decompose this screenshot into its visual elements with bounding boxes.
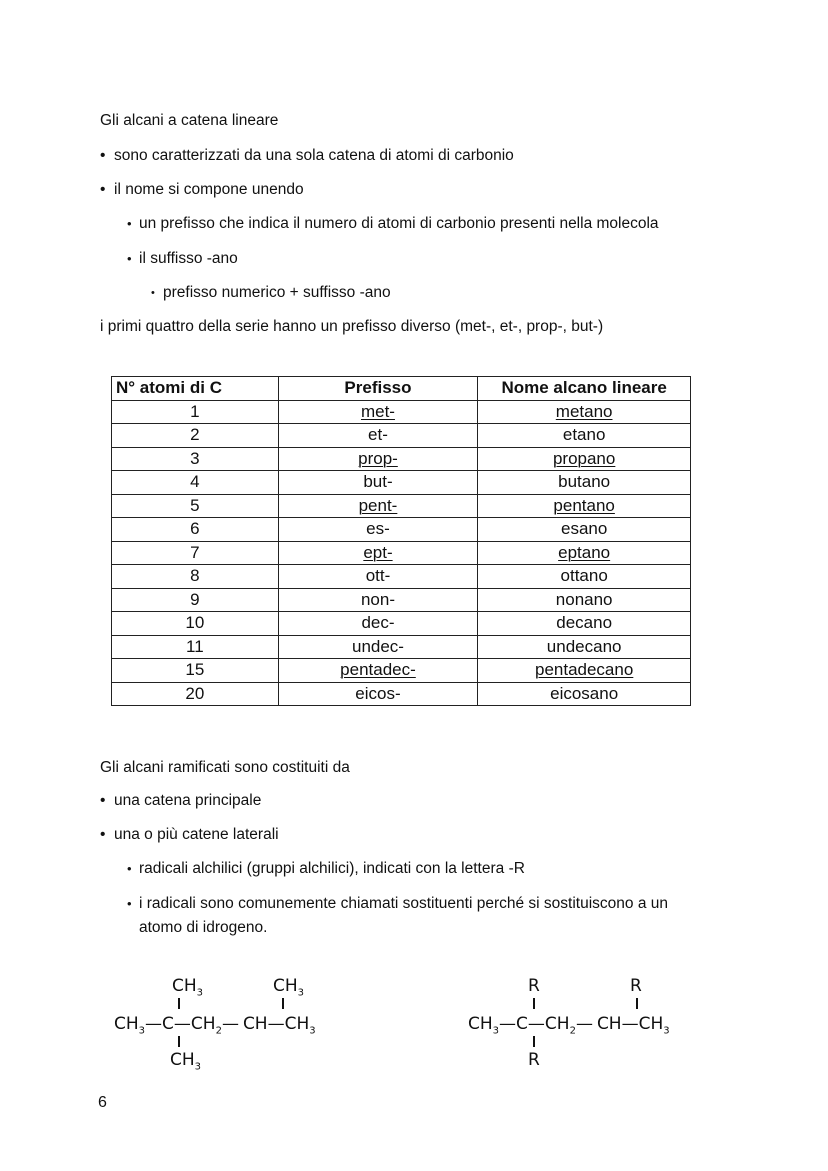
bullet-substituents: • i radicali sono comunemente chiamati sostituenti perché si sostituiscono a un — [139, 894, 668, 914]
cell-name: butano — [478, 471, 691, 495]
cell-num: 1 — [112, 400, 279, 424]
header-num-atoms: N° atomi di C — [112, 377, 279, 401]
bullet-single-chain: • sono caratterizzati da una sola catena di atomi di carbonio — [114, 146, 514, 166]
table-row — [112, 518, 691, 542]
cell-name: propano — [478, 447, 691, 471]
cell-prefix: but- — [278, 471, 478, 495]
cell-name: undecano — [478, 635, 691, 659]
cell-prefix: eicos- — [278, 682, 478, 706]
cell-prefix: pent- — [278, 494, 478, 518]
table-row — [112, 682, 691, 706]
page-number: 6 — [98, 1094, 107, 1111]
header-prefix: Prefisso — [278, 377, 478, 401]
bullet-prefix: • un prefisso che indica il numero di atomi di carbonio presenti nella molecola — [139, 214, 659, 234]
f2-bottom-r: R — [528, 1050, 540, 1070]
table-row — [112, 400, 691, 424]
table-row — [112, 471, 691, 495]
cell-name: pentadecano — [478, 659, 691, 683]
section-title-branched: Gli alcani ramificati sono costituiti da — [100, 759, 350, 776]
table-row — [112, 541, 691, 565]
bullet-prefix-plus-suffix: • prefisso numerico + suffisso -ano — [163, 283, 391, 303]
cell-prefix: pentadec- — [278, 659, 478, 683]
cell-prefix: dec- — [278, 612, 478, 636]
bullet-suffix: • il suffisso -ano — [139, 249, 238, 269]
cell-prefix: met- — [278, 400, 478, 424]
cell-prefix: et- — [278, 424, 478, 448]
cell-num: 5 — [112, 494, 279, 518]
cell-name: esano — [478, 518, 691, 542]
f2-main-chain: $CH_3—C—CH_2—$ $CH—CH_3$ — [468, 1014, 670, 1037]
note-first-four: i primi quattro della serie hanno un prefisso diverso (met-, et-, prop-, but-) — [100, 318, 604, 335]
cell-num: 20 — [112, 682, 279, 706]
table-row — [112, 494, 691, 518]
table-row — [112, 447, 691, 471]
table-row — [112, 635, 691, 659]
table-row — [112, 588, 691, 612]
table-row — [112, 612, 691, 636]
cell-num: 2 — [112, 424, 279, 448]
bullet-name-composition: • il nome si compone unendo — [114, 180, 304, 200]
cell-num: 15 — [112, 659, 279, 683]
cell-num: 10 — [112, 612, 279, 636]
f2-bond-bottom — [533, 1036, 535, 1047]
f2-top-left-r: R — [528, 976, 540, 996]
f2-bond-top-left — [533, 998, 535, 1009]
bullet-alkyl-radicals: • radicali alchilici (gruppi alchilici), indicati con la lettera -R — [139, 859, 525, 879]
substituents-line2: atomo di idrogeno. — [139, 919, 268, 936]
table-row — [112, 565, 691, 589]
cell-name: etano — [478, 424, 691, 448]
table-row — [112, 659, 691, 683]
cell-name: eptano — [478, 541, 691, 565]
cell-prefix: non- — [278, 588, 478, 612]
header-alkane-name: Nome alcano lineare — [478, 377, 691, 401]
f1-bottom-group: $CH_3$ — [170, 1050, 202, 1073]
f1-bond-top-left — [178, 998, 180, 1009]
cell-name: pentano — [478, 494, 691, 518]
section-title-linear: Gli alcani a catena lineare — [100, 112, 279, 129]
cell-num: 8 — [112, 565, 279, 589]
f2-bond-top-right — [636, 998, 638, 1009]
f1-top-left-group: $CH_3$ — [172, 976, 204, 999]
cell-prefix: prop- — [278, 447, 478, 471]
cell-num: 11 — [112, 635, 279, 659]
table-header-row — [112, 377, 691, 401]
bullet-side-chains: • una o più catene laterali — [114, 825, 279, 845]
cell-name: ottano — [478, 565, 691, 589]
cell-name: eicosano — [478, 682, 691, 706]
f1-top-right-group: $CH_3$ — [273, 976, 305, 999]
f1-bond-top-right — [282, 998, 284, 1009]
cell-name: decano — [478, 612, 691, 636]
cell-num: 7 — [112, 541, 279, 565]
cell-num: 9 — [112, 588, 279, 612]
cell-name: metano — [478, 400, 691, 424]
alkane-table — [111, 376, 691, 706]
cell-prefix: es- — [278, 518, 478, 542]
f2-top-right-r: R — [630, 976, 642, 996]
table-row — [112, 424, 691, 448]
cell-prefix: ept- — [278, 541, 478, 565]
f1-bond-bottom — [178, 1036, 180, 1047]
cell-num: 6 — [112, 518, 279, 542]
cell-name: nonano — [478, 588, 691, 612]
cell-prefix: ott- — [278, 565, 478, 589]
cell-num: 4 — [112, 471, 279, 495]
bullet-main-chain: • una catena principale — [114, 791, 261, 811]
f1-main-chain: $CH_3—C—CH_2—$ $CH—CH_3$ — [114, 1014, 316, 1037]
cell-num: 3 — [112, 447, 279, 471]
cell-prefix: undec- — [278, 635, 478, 659]
